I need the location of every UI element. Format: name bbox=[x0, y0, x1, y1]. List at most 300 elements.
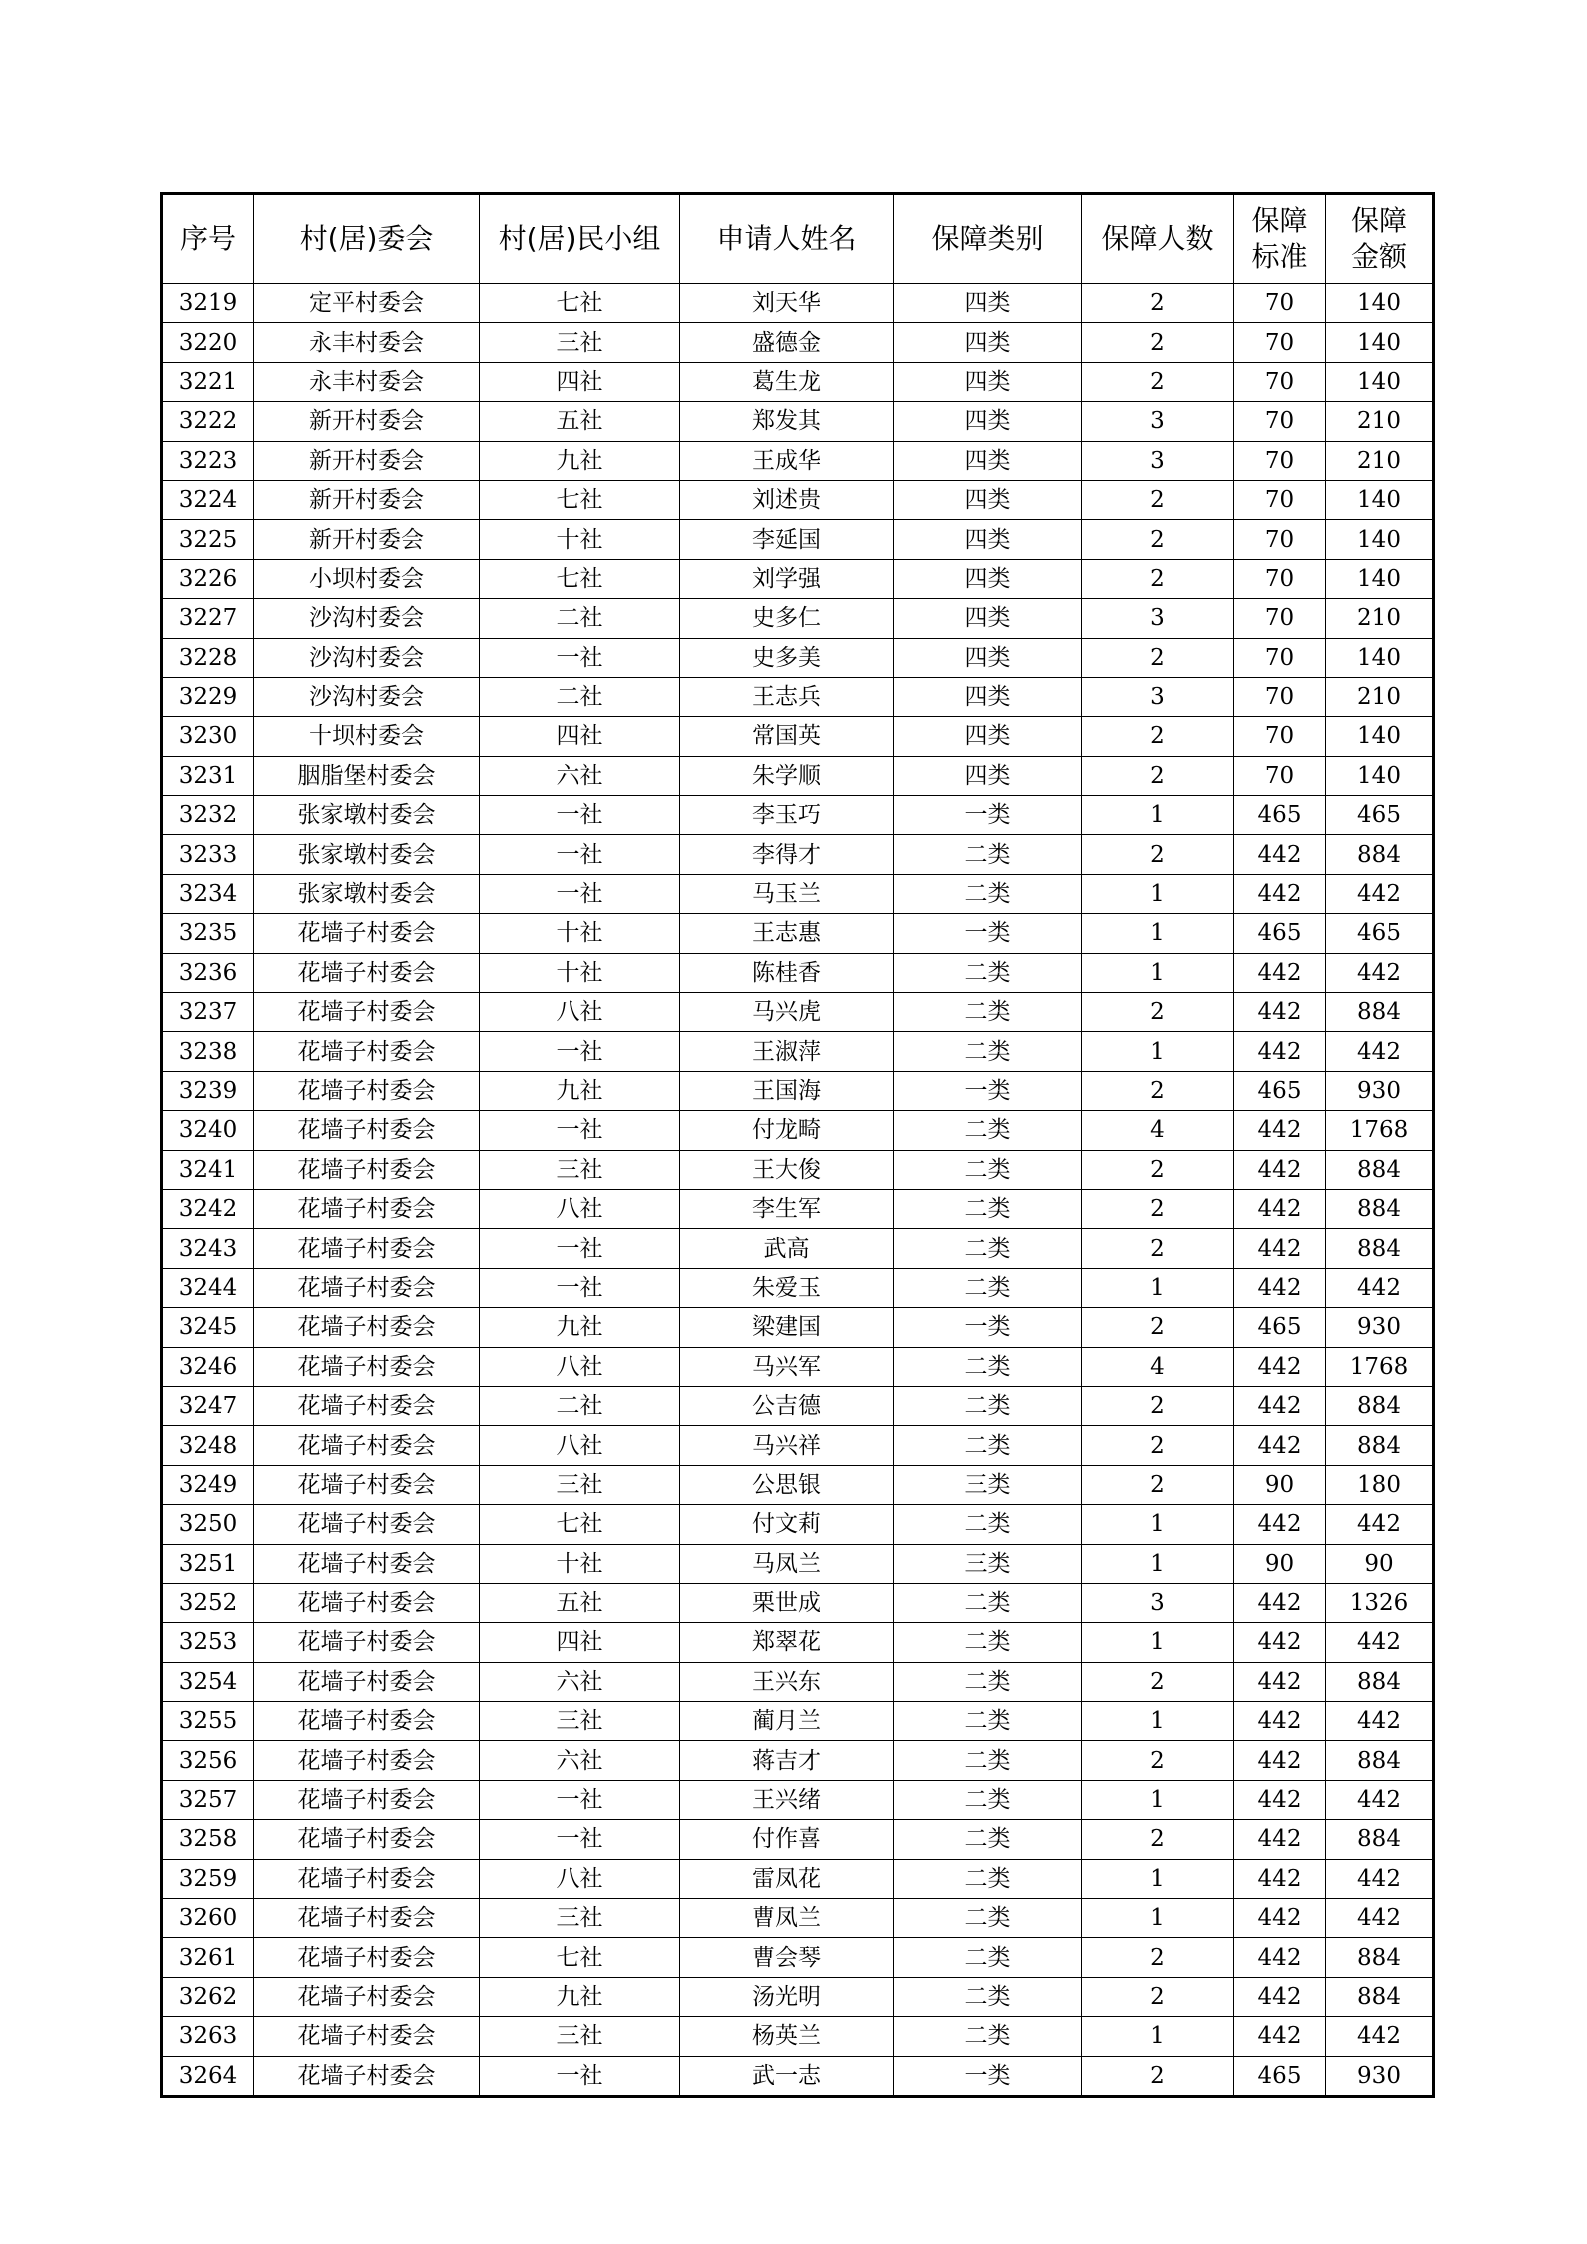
cell-applicant: 王淑萍 bbox=[680, 1032, 894, 1071]
cell-category: 一类 bbox=[894, 2056, 1082, 2096]
cell-seq: 3260 bbox=[162, 1899, 254, 1938]
cell-committee: 花墙子村委会 bbox=[254, 1741, 480, 1780]
cell-amount: 442 bbox=[1326, 1032, 1434, 1071]
cell-category: 二类 bbox=[894, 1741, 1082, 1780]
cell-amount: 930 bbox=[1326, 1308, 1434, 1347]
cell-group: 一社 bbox=[480, 638, 680, 677]
cell-amount: 1326 bbox=[1326, 1583, 1434, 1622]
table-row bbox=[162, 1544, 1434, 1583]
cell-category: 二类 bbox=[894, 953, 1082, 992]
cell-applicant: 付文莉 bbox=[680, 1505, 894, 1544]
cell-standard: 70 bbox=[1234, 559, 1326, 598]
cell-people: 2 bbox=[1082, 1386, 1234, 1425]
cell-seq: 3258 bbox=[162, 1820, 254, 1859]
cell-category: 二类 bbox=[894, 993, 1082, 1032]
cell-amount: 442 bbox=[1326, 1702, 1434, 1741]
cell-standard: 442 bbox=[1234, 1583, 1326, 1622]
cell-seq: 3253 bbox=[162, 1623, 254, 1662]
cell-applicant: 常国英 bbox=[680, 717, 894, 756]
cell-seq: 3262 bbox=[162, 1977, 254, 2016]
cell-applicant: 汤光明 bbox=[680, 1977, 894, 2016]
cell-seq: 3234 bbox=[162, 874, 254, 913]
header-applicant: 申请人姓名 bbox=[680, 194, 894, 284]
table-row bbox=[162, 480, 1434, 519]
cell-amount: 442 bbox=[1326, 1505, 1434, 1544]
cell-group: 五社 bbox=[480, 402, 680, 441]
cell-applicant: 王志惠 bbox=[680, 914, 894, 953]
relief-table bbox=[160, 192, 1435, 2098]
cell-applicant: 栗世成 bbox=[680, 1583, 894, 1622]
cell-standard: 442 bbox=[1234, 874, 1326, 913]
cell-committee: 张家墩村委会 bbox=[254, 796, 480, 835]
cell-category: 三类 bbox=[894, 1465, 1082, 1504]
cell-category: 二类 bbox=[894, 1780, 1082, 1819]
cell-seq: 3250 bbox=[162, 1505, 254, 1544]
cell-standard: 442 bbox=[1234, 1741, 1326, 1780]
cell-standard: 70 bbox=[1234, 402, 1326, 441]
cell-committee: 永丰村委会 bbox=[254, 323, 480, 362]
cell-group: 一社 bbox=[480, 1820, 680, 1859]
cell-committee: 花墙子村委会 bbox=[254, 1268, 480, 1307]
table-row bbox=[162, 1308, 1434, 1347]
cell-people: 3 bbox=[1082, 599, 1234, 638]
cell-standard: 70 bbox=[1234, 520, 1326, 559]
cell-committee: 花墙子村委会 bbox=[254, 1702, 480, 1741]
table-row bbox=[162, 717, 1434, 756]
cell-committee: 花墙子村委会 bbox=[254, 1977, 480, 2016]
cell-group: 七社 bbox=[480, 559, 680, 598]
header-amount-line2: 金额 bbox=[1350, 240, 1407, 273]
cell-applicant: 付作喜 bbox=[680, 1820, 894, 1859]
cell-standard: 442 bbox=[1234, 2017, 1326, 2056]
cell-seq: 3243 bbox=[162, 1229, 254, 1268]
cell-seq: 3225 bbox=[162, 520, 254, 559]
table-row bbox=[162, 874, 1434, 913]
cell-standard: 442 bbox=[1234, 1426, 1326, 1465]
cell-amount: 930 bbox=[1326, 1071, 1434, 1110]
cell-category: 一类 bbox=[894, 1071, 1082, 1110]
cell-seq: 3227 bbox=[162, 599, 254, 638]
cell-committee: 新开村委会 bbox=[254, 480, 480, 519]
cell-group: 十社 bbox=[480, 1544, 680, 1583]
cell-people: 1 bbox=[1082, 1544, 1234, 1583]
cell-committee: 花墙子村委会 bbox=[254, 1426, 480, 1465]
cell-people: 1 bbox=[1082, 1623, 1234, 1662]
cell-standard: 465 bbox=[1234, 914, 1326, 953]
cell-group: 三社 bbox=[480, 1150, 680, 1189]
cell-standard: 442 bbox=[1234, 835, 1326, 874]
cell-amount: 140 bbox=[1326, 638, 1434, 677]
cell-category: 二类 bbox=[894, 1229, 1082, 1268]
cell-applicant: 刘学强 bbox=[680, 559, 894, 598]
cell-applicant: 杨英兰 bbox=[680, 2017, 894, 2056]
cell-category: 四类 bbox=[894, 756, 1082, 795]
cell-standard: 442 bbox=[1234, 1662, 1326, 1701]
cell-applicant: 公思银 bbox=[680, 1465, 894, 1504]
cell-standard: 70 bbox=[1234, 480, 1326, 519]
cell-group: 一社 bbox=[480, 1032, 680, 1071]
cell-standard: 442 bbox=[1234, 1386, 1326, 1425]
cell-amount: 442 bbox=[1326, 1780, 1434, 1819]
table-row bbox=[162, 1583, 1434, 1622]
cell-seq: 3254 bbox=[162, 1662, 254, 1701]
cell-people: 2 bbox=[1082, 1426, 1234, 1465]
cell-seq: 3221 bbox=[162, 362, 254, 401]
cell-applicant: 陈桂香 bbox=[680, 953, 894, 992]
cell-people: 2 bbox=[1082, 1071, 1234, 1110]
cell-standard: 442 bbox=[1234, 993, 1326, 1032]
cell-amount: 210 bbox=[1326, 441, 1434, 480]
cell-category: 二类 bbox=[894, 1032, 1082, 1071]
cell-applicant: 王大俊 bbox=[680, 1150, 894, 1189]
cell-people: 2 bbox=[1082, 835, 1234, 874]
cell-category: 二类 bbox=[894, 1977, 1082, 2016]
cell-seq: 3224 bbox=[162, 480, 254, 519]
cell-standard: 465 bbox=[1234, 796, 1326, 835]
cell-amount: 442 bbox=[1326, 1268, 1434, 1307]
cell-people: 1 bbox=[1082, 796, 1234, 835]
cell-seq: 3233 bbox=[162, 835, 254, 874]
cell-standard: 465 bbox=[1234, 1071, 1326, 1110]
cell-seq: 3255 bbox=[162, 1702, 254, 1741]
table-row bbox=[162, 402, 1434, 441]
cell-committee: 十坝村委会 bbox=[254, 717, 480, 756]
table-row bbox=[162, 677, 1434, 716]
cell-applicant: 蔺月兰 bbox=[680, 1702, 894, 1741]
cell-people: 1 bbox=[1082, 1268, 1234, 1307]
cell-category: 二类 bbox=[894, 1150, 1082, 1189]
table-row bbox=[162, 520, 1434, 559]
cell-applicant: 刘述贵 bbox=[680, 480, 894, 519]
cell-applicant: 雷凤花 bbox=[680, 1859, 894, 1898]
cell-seq: 3257 bbox=[162, 1780, 254, 1819]
cell-people: 2 bbox=[1082, 1189, 1234, 1228]
cell-category: 三类 bbox=[894, 1544, 1082, 1583]
cell-people: 2 bbox=[1082, 559, 1234, 598]
cell-applicant: 李延国 bbox=[680, 520, 894, 559]
table-row bbox=[162, 559, 1434, 598]
table-row bbox=[162, 323, 1434, 362]
cell-applicant: 曹凤兰 bbox=[680, 1899, 894, 1938]
cell-committee: 花墙子村委会 bbox=[254, 1899, 480, 1938]
cell-amount: 884 bbox=[1326, 1150, 1434, 1189]
cell-committee: 花墙子村委会 bbox=[254, 1465, 480, 1504]
cell-seq: 3232 bbox=[162, 796, 254, 835]
cell-standard: 70 bbox=[1234, 284, 1326, 323]
table-row bbox=[162, 1347, 1434, 1386]
cell-standard: 442 bbox=[1234, 1505, 1326, 1544]
cell-group: 十社 bbox=[480, 914, 680, 953]
cell-seq: 3242 bbox=[162, 1189, 254, 1228]
cell-category: 二类 bbox=[894, 1702, 1082, 1741]
table-row bbox=[162, 284, 1434, 323]
cell-seq: 3237 bbox=[162, 993, 254, 1032]
cell-group: 九社 bbox=[480, 441, 680, 480]
cell-people: 2 bbox=[1082, 362, 1234, 401]
cell-people: 2 bbox=[1082, 480, 1234, 519]
cell-amount: 180 bbox=[1326, 1465, 1434, 1504]
cell-applicant: 马兴祥 bbox=[680, 1426, 894, 1465]
header-row bbox=[162, 194, 1434, 284]
cell-people: 4 bbox=[1082, 1347, 1234, 1386]
cell-category: 二类 bbox=[894, 1662, 1082, 1701]
table-row bbox=[162, 1386, 1434, 1425]
cell-applicant: 马玉兰 bbox=[680, 874, 894, 913]
cell-seq: 3229 bbox=[162, 677, 254, 716]
cell-amount: 884 bbox=[1326, 993, 1434, 1032]
cell-group: 八社 bbox=[480, 1347, 680, 1386]
cell-category: 二类 bbox=[894, 1583, 1082, 1622]
table-row bbox=[162, 2017, 1434, 2056]
cell-people: 2 bbox=[1082, 1662, 1234, 1701]
cell-people: 2 bbox=[1082, 993, 1234, 1032]
cell-applicant: 武一志 bbox=[680, 2056, 894, 2096]
cell-group: 十社 bbox=[480, 953, 680, 992]
header-people: 保障人数 bbox=[1082, 194, 1234, 284]
cell-committee: 花墙子村委会 bbox=[254, 1820, 480, 1859]
cell-committee: 定平村委会 bbox=[254, 284, 480, 323]
cell-people: 2 bbox=[1082, 1229, 1234, 1268]
cell-group: 四社 bbox=[480, 1623, 680, 1662]
header-amount bbox=[1326, 194, 1434, 284]
cell-amount: 140 bbox=[1326, 323, 1434, 362]
cell-amount: 140 bbox=[1326, 559, 1434, 598]
cell-seq: 3241 bbox=[162, 1150, 254, 1189]
cell-seq: 3247 bbox=[162, 1386, 254, 1425]
cell-people: 2 bbox=[1082, 1308, 1234, 1347]
cell-seq: 3226 bbox=[162, 559, 254, 598]
cell-amount: 465 bbox=[1326, 796, 1434, 835]
cell-seq: 3228 bbox=[162, 638, 254, 677]
cell-people: 2 bbox=[1082, 717, 1234, 756]
cell-standard: 70 bbox=[1234, 677, 1326, 716]
cell-people: 2 bbox=[1082, 1465, 1234, 1504]
cell-committee: 花墙子村委会 bbox=[254, 1583, 480, 1622]
cell-amount: 140 bbox=[1326, 520, 1434, 559]
cell-people: 1 bbox=[1082, 953, 1234, 992]
cell-people: 1 bbox=[1082, 1702, 1234, 1741]
cell-applicant: 马兴虎 bbox=[680, 993, 894, 1032]
cell-committee: 张家墩村委会 bbox=[254, 835, 480, 874]
cell-standard: 70 bbox=[1234, 323, 1326, 362]
cell-group: 九社 bbox=[480, 1977, 680, 2016]
table-row bbox=[162, 1741, 1434, 1780]
table-row bbox=[162, 1268, 1434, 1307]
cell-people: 3 bbox=[1082, 402, 1234, 441]
cell-group: 八社 bbox=[480, 1189, 680, 1228]
cell-seq: 3246 bbox=[162, 1347, 254, 1386]
cell-standard: 442 bbox=[1234, 953, 1326, 992]
table-row bbox=[162, 1111, 1434, 1150]
cell-category: 二类 bbox=[894, 1899, 1082, 1938]
cell-committee: 花墙子村委会 bbox=[254, 953, 480, 992]
cell-category: 二类 bbox=[894, 835, 1082, 874]
cell-people: 3 bbox=[1082, 1583, 1234, 1622]
cell-standard: 442 bbox=[1234, 1229, 1326, 1268]
cell-group: 五社 bbox=[480, 1583, 680, 1622]
cell-group: 二社 bbox=[480, 677, 680, 716]
cell-seq: 3245 bbox=[162, 1308, 254, 1347]
table-row bbox=[162, 1702, 1434, 1741]
cell-standard: 442 bbox=[1234, 1347, 1326, 1386]
table-row bbox=[162, 796, 1434, 835]
cell-standard: 90 bbox=[1234, 1544, 1326, 1583]
header-seq: 序号 bbox=[162, 194, 254, 284]
cell-committee: 花墙子村委会 bbox=[254, 1544, 480, 1583]
cell-seq: 3244 bbox=[162, 1268, 254, 1307]
cell-group: 一社 bbox=[480, 835, 680, 874]
cell-amount: 1768 bbox=[1326, 1111, 1434, 1150]
cell-applicant: 公吉德 bbox=[680, 1386, 894, 1425]
cell-standard: 442 bbox=[1234, 1623, 1326, 1662]
cell-category: 二类 bbox=[894, 1623, 1082, 1662]
cell-people: 3 bbox=[1082, 441, 1234, 480]
cell-committee: 沙沟村委会 bbox=[254, 599, 480, 638]
cell-category: 二类 bbox=[894, 1347, 1082, 1386]
cell-applicant: 盛德金 bbox=[680, 323, 894, 362]
cell-amount: 930 bbox=[1326, 2056, 1434, 2096]
cell-applicant: 王志兵 bbox=[680, 677, 894, 716]
table-row bbox=[162, 1623, 1434, 1662]
cell-standard: 442 bbox=[1234, 1111, 1326, 1150]
cell-people: 2 bbox=[1082, 2056, 1234, 2096]
cell-group: 七社 bbox=[480, 1938, 680, 1977]
cell-group: 一社 bbox=[480, 2056, 680, 2096]
cell-seq: 3223 bbox=[162, 441, 254, 480]
cell-group: 一社 bbox=[480, 1229, 680, 1268]
cell-category: 一类 bbox=[894, 796, 1082, 835]
cell-people: 1 bbox=[1082, 1032, 1234, 1071]
cell-seq: 3239 bbox=[162, 1071, 254, 1110]
cell-group: 一社 bbox=[480, 1268, 680, 1307]
cell-people: 2 bbox=[1082, 520, 1234, 559]
header-amount-line1: 保障 bbox=[1350, 204, 1407, 237]
cell-seq: 3248 bbox=[162, 1426, 254, 1465]
cell-applicant: 马兴军 bbox=[680, 1347, 894, 1386]
cell-standard: 70 bbox=[1234, 638, 1326, 677]
cell-seq: 3222 bbox=[162, 402, 254, 441]
table-row bbox=[162, 599, 1434, 638]
cell-people: 1 bbox=[1082, 1505, 1234, 1544]
cell-people: 2 bbox=[1082, 1150, 1234, 1189]
cell-standard: 442 bbox=[1234, 1032, 1326, 1071]
cell-group: 九社 bbox=[480, 1071, 680, 1110]
table-row bbox=[162, 1465, 1434, 1504]
header-standard-line1: 保障 bbox=[1251, 204, 1308, 237]
cell-people: 2 bbox=[1082, 1938, 1234, 1977]
cell-group: 八社 bbox=[480, 993, 680, 1032]
cell-committee: 花墙子村委会 bbox=[254, 1780, 480, 1819]
cell-seq: 3219 bbox=[162, 284, 254, 323]
cell-amount: 442 bbox=[1326, 1899, 1434, 1938]
cell-committee: 花墙子村委会 bbox=[254, 1189, 480, 1228]
cell-amount: 210 bbox=[1326, 599, 1434, 638]
cell-committee: 花墙子村委会 bbox=[254, 1347, 480, 1386]
cell-committee: 沙沟村委会 bbox=[254, 638, 480, 677]
cell-category: 四类 bbox=[894, 323, 1082, 362]
cell-standard: 70 bbox=[1234, 756, 1326, 795]
cell-standard: 442 bbox=[1234, 1702, 1326, 1741]
cell-amount: 465 bbox=[1326, 914, 1434, 953]
cell-category: 二类 bbox=[894, 1386, 1082, 1425]
cell-committee: 花墙子村委会 bbox=[254, 1229, 480, 1268]
cell-committee: 花墙子村委会 bbox=[254, 2056, 480, 2096]
cell-standard: 442 bbox=[1234, 1859, 1326, 1898]
cell-group: 一社 bbox=[480, 796, 680, 835]
cell-applicant: 朱爱玉 bbox=[680, 1268, 894, 1307]
cell-committee: 花墙子村委会 bbox=[254, 1308, 480, 1347]
cell-category: 四类 bbox=[894, 441, 1082, 480]
table-row bbox=[162, 953, 1434, 992]
cell-applicant: 史多仁 bbox=[680, 599, 894, 638]
cell-group: 七社 bbox=[480, 1505, 680, 1544]
cell-committee: 花墙子村委会 bbox=[254, 993, 480, 1032]
cell-applicant: 朱学顺 bbox=[680, 756, 894, 795]
cell-standard: 70 bbox=[1234, 717, 1326, 756]
cell-applicant: 王国海 bbox=[680, 1071, 894, 1110]
cell-committee: 沙沟村委会 bbox=[254, 677, 480, 716]
cell-committee: 花墙子村委会 bbox=[254, 2017, 480, 2056]
cell-amount: 442 bbox=[1326, 953, 1434, 992]
cell-seq: 3251 bbox=[162, 1544, 254, 1583]
cell-seq: 3263 bbox=[162, 2017, 254, 2056]
cell-group: 八社 bbox=[480, 1859, 680, 1898]
cell-applicant: 付龙畸 bbox=[680, 1111, 894, 1150]
cell-people: 1 bbox=[1082, 1780, 1234, 1819]
cell-amount: 884 bbox=[1326, 1229, 1434, 1268]
cell-group: 一社 bbox=[480, 1780, 680, 1819]
cell-standard: 442 bbox=[1234, 1938, 1326, 1977]
cell-amount: 884 bbox=[1326, 1741, 1434, 1780]
cell-category: 一类 bbox=[894, 914, 1082, 953]
cell-committee: 永丰村委会 bbox=[254, 362, 480, 401]
cell-applicant: 王兴东 bbox=[680, 1662, 894, 1701]
cell-people: 1 bbox=[1082, 1899, 1234, 1938]
cell-people: 2 bbox=[1082, 323, 1234, 362]
cell-applicant: 李生军 bbox=[680, 1189, 894, 1228]
table-row bbox=[162, 1229, 1434, 1268]
cell-applicant: 刘天华 bbox=[680, 284, 894, 323]
cell-applicant: 李玉巧 bbox=[680, 796, 894, 835]
cell-group: 三社 bbox=[480, 1702, 680, 1741]
cell-group: 六社 bbox=[480, 1741, 680, 1780]
cell-applicant: 葛生龙 bbox=[680, 362, 894, 401]
cell-seq: 3231 bbox=[162, 756, 254, 795]
cell-standard: 70 bbox=[1234, 599, 1326, 638]
cell-standard: 70 bbox=[1234, 441, 1326, 480]
cell-committee: 花墙子村委会 bbox=[254, 914, 480, 953]
cell-applicant: 史多美 bbox=[680, 638, 894, 677]
cell-group: 七社 bbox=[480, 284, 680, 323]
table-row bbox=[162, 1938, 1434, 1977]
cell-group: 十社 bbox=[480, 520, 680, 559]
cell-group: 七社 bbox=[480, 480, 680, 519]
cell-standard: 465 bbox=[1234, 1308, 1326, 1347]
cell-standard: 442 bbox=[1234, 1150, 1326, 1189]
cell-people: 2 bbox=[1082, 1820, 1234, 1859]
cell-amount: 210 bbox=[1326, 677, 1434, 716]
cell-category: 二类 bbox=[894, 1505, 1082, 1544]
cell-category: 四类 bbox=[894, 559, 1082, 598]
cell-group: 九社 bbox=[480, 1308, 680, 1347]
table-row bbox=[162, 1150, 1434, 1189]
header-committee: 村(居)委会 bbox=[254, 194, 480, 284]
cell-standard: 465 bbox=[1234, 2056, 1326, 2096]
cell-group: 二社 bbox=[480, 599, 680, 638]
cell-seq: 3238 bbox=[162, 1032, 254, 1071]
cell-amount: 442 bbox=[1326, 874, 1434, 913]
cell-committee: 花墙子村委会 bbox=[254, 1505, 480, 1544]
